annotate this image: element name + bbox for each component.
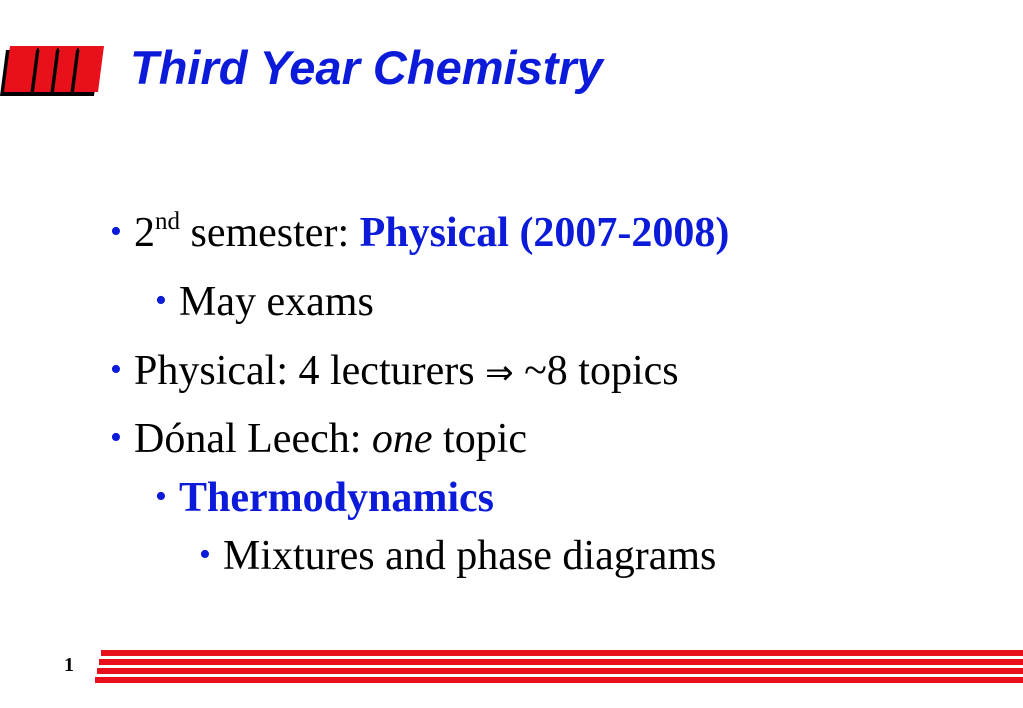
semester-label: semester:: [180, 210, 360, 256]
thermodynamics-text: Thermodynamics: [179, 475, 494, 521]
red-stripes-logo: [0, 44, 106, 100]
bullet-marker: •: [110, 213, 122, 250]
bullet-marker: •: [110, 419, 122, 456]
topics-count-text: ~8 topics: [513, 348, 679, 394]
bullet-marker: •: [155, 478, 167, 515]
topic-count-emphasis: one: [371, 416, 433, 462]
bullet-thermodynamics: [155, 472, 494, 523]
bullet-marker: •: [199, 536, 211, 573]
bullet-mixtures: [199, 530, 716, 581]
footer-stripes: [95, 650, 1023, 690]
slide-title: Third Year Chemistry: [130, 41, 603, 94]
lecturers-text: Physical: 4 lecturers: [134, 348, 486, 394]
bullet-semester: [110, 207, 729, 258]
bullet-lecturers: [110, 345, 679, 398]
page-number: 1: [64, 654, 74, 676]
implies-arrow-icon: ⇒: [485, 353, 514, 393]
bullet-lecturer-topic: [110, 413, 527, 464]
bullet-marker: •: [155, 282, 167, 319]
topic-word: topic: [432, 416, 528, 462]
semester-course: Physical (2007-2008): [359, 210, 730, 256]
may-exams-text: May exams: [179, 279, 374, 325]
mixtures-text: Mixtures and phase diagrams: [223, 533, 717, 579]
bullet-marker: •: [110, 351, 122, 388]
lecturer-name: Dónal Leech:: [134, 416, 372, 462]
semester-ordinal-suffix: nd: [155, 208, 180, 235]
bullet-may-exams: [155, 276, 374, 327]
semester-number: 2: [134, 210, 155, 256]
